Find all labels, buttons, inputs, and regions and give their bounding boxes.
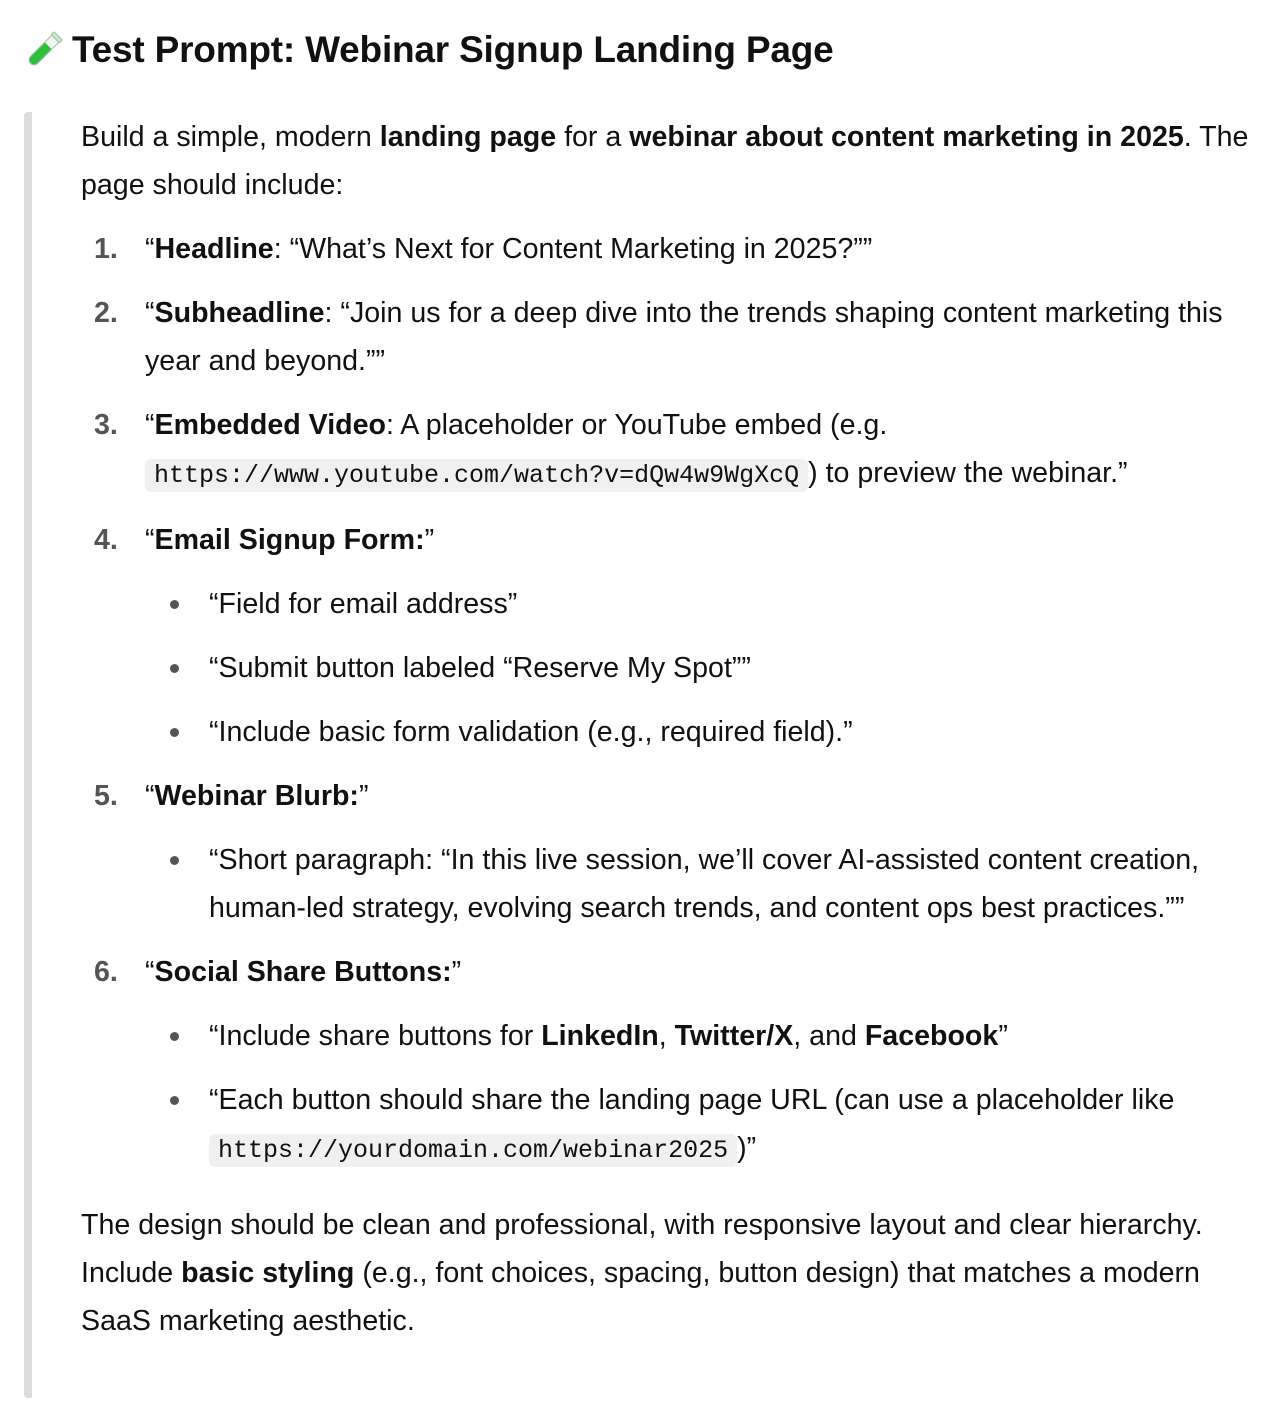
bold-text: Email Signup Form: [154,524,425,556]
bold-text: Facebook [864,1020,999,1052]
list-item-text [145,772,1271,820]
sub-list [145,580,1271,756]
prompt-content [81,112,1271,1345]
requirements-list [81,225,1271,1175]
bold-text: webinar about content marketing in 2025 [629,121,1184,153]
bullet-item [145,644,1271,692]
page-title [24,26,834,74]
text-segment: “ [145,409,155,441]
bullet-item [145,1076,1271,1175]
list-number: 5. [94,780,118,812]
text-segment: “ [145,524,155,556]
text-segment: ) to preview the webinar.” [808,457,1128,489]
text-segment: , [658,1020,675,1052]
text-segment: ” [451,956,462,988]
text-segment: . The page should include: [81,121,1249,201]
bold-text: Social Share Buttons: [154,956,452,988]
list-item [81,289,1271,385]
text-segment: ” [998,1020,1008,1052]
sub-list [145,836,1271,932]
bold-text: Headline [154,233,274,265]
page-title-text: Test Prompt: Webinar Signup Landing Page [72,29,834,70]
test-tube-icon [24,28,64,72]
list-item [81,401,1271,500]
text-segment: The design should be clean and professional, with responsive layout and clear hierarchy. Include [81,1209,1203,1289]
bold-text: Subheadline [154,297,325,329]
bold-text: landing page [379,121,557,153]
list-number: 6. [94,956,118,988]
text-segment: ” [424,524,435,556]
text-segment: : “What’s Next for Content Marketing in 2025?”” [273,233,873,265]
prompt-blockquote [24,112,1272,1398]
list-item-text [145,225,1271,273]
text-segment: “ [145,956,155,988]
text-segment: (e.g., font choices, spacing, button design) that matches a modern SaaS marketing aesthetic. [81,1257,1200,1337]
bold-text: basic styling [181,1257,355,1289]
text-segment: )” [737,1132,757,1164]
bold-text: Webinar Blurb: [154,780,359,812]
bold-text: Embedded Video [154,409,386,441]
text-segment: : “Join us for a deep dive into the trends shaping content marketing this year and beyond.”” [145,297,1223,377]
list-item-text [145,289,1271,385]
inline-code: https://yourdomain.com/webinar2025 [209,1134,737,1167]
text-segment: “ [145,233,155,265]
list-item-text [145,516,1271,564]
sub-list [145,1012,1271,1175]
text-segment: ” [358,780,369,812]
list-number: 4. [94,524,118,556]
outro-paragraph [81,1201,1271,1345]
text-segment: “ [145,297,155,329]
bold-text: LinkedIn [541,1020,659,1052]
text-segment: “Short paragraph: “In this live session, we’ll cover AI-assisted content creation, human-led strategy, evolving search trends, and content ops best practices.”” [209,844,1200,924]
text-segment: “Include share buttons for [209,1020,542,1052]
text-segment: “ [145,780,155,812]
list-item [81,225,1271,273]
text-segment: , and [793,1020,865,1052]
list-item [81,516,1271,756]
list-number: 2. [94,297,118,329]
text-segment: “Each button should share the landing page URL (can use a placeholder like [209,1084,1175,1116]
text-segment: “Field for email address” [209,588,518,620]
text-segment: for a [556,121,630,153]
text-segment: Build a simple, modern [81,121,380,153]
list-item [81,948,1271,1175]
list-item [81,772,1271,932]
inline-code: https://www.youtube.com/watch?v=dQw4w9WgXcQ [145,459,808,492]
bullet-item [145,708,1271,756]
text-segment: : A placeholder or YouTube embed (e.g. [385,409,888,441]
list-item-text [145,401,1271,500]
list-number: 3. [94,409,118,441]
list-number: 1. [94,233,118,265]
intro-paragraph [81,113,1271,209]
list-item-text [145,948,1271,996]
text-segment: “Include basic form validation (e.g., required field).” [209,716,853,748]
bold-text: Twitter/X [674,1020,794,1052]
text-segment: “Submit button labeled “Reserve My Spot”” [209,652,751,684]
bullet-item [145,836,1271,932]
bullet-item [145,580,1271,628]
bullet-item [145,1012,1271,1060]
